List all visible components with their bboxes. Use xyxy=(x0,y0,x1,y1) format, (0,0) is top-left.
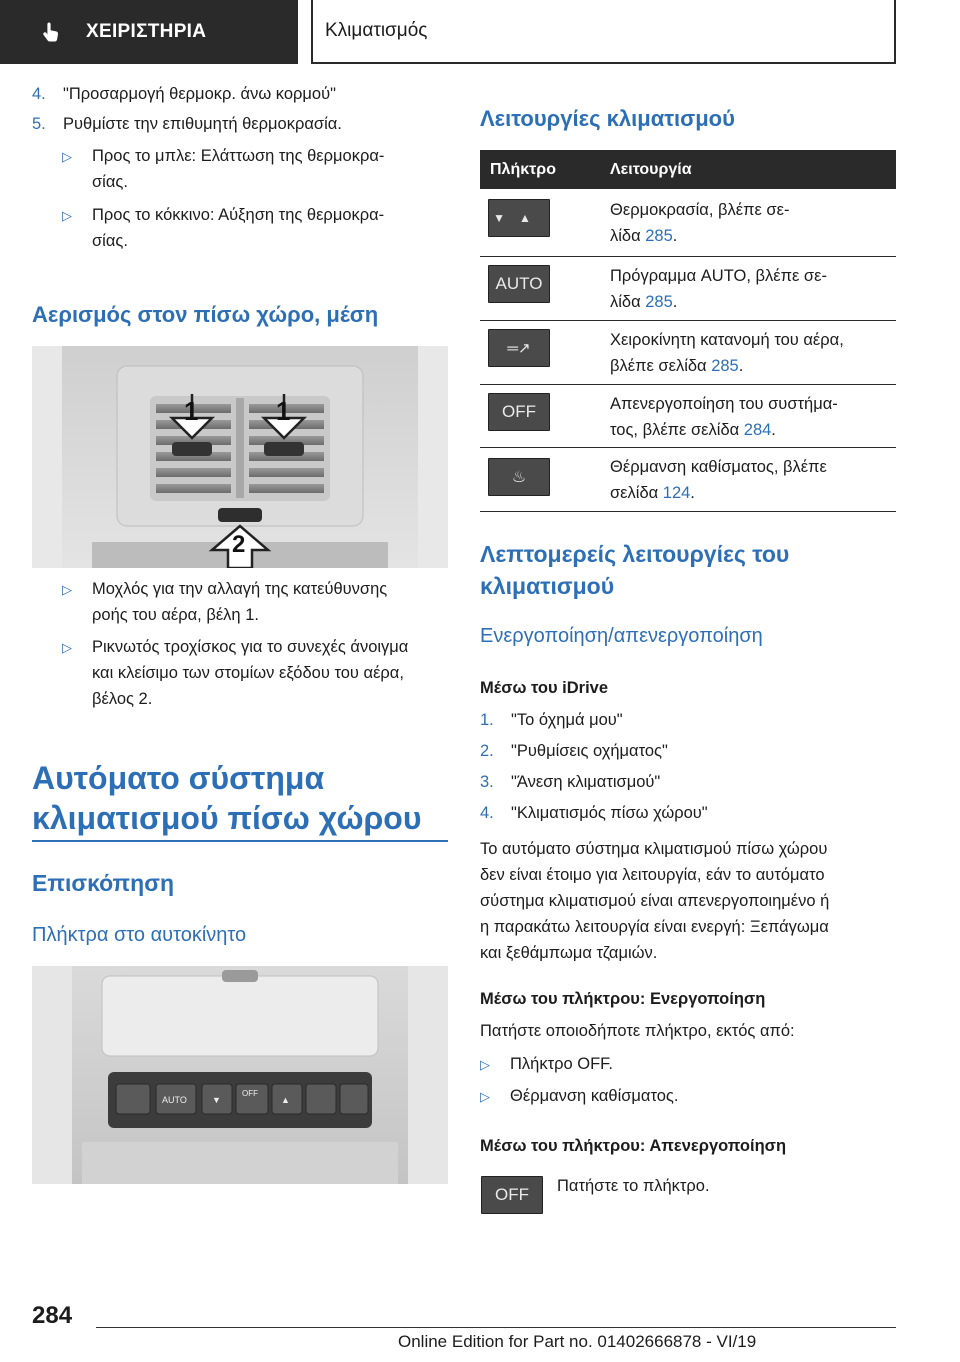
svg-text:1: 1 xyxy=(276,396,291,426)
key-off-text: Πατήστε το πλήκτρο. xyxy=(557,1177,710,1195)
svg-text:▼: ▼ xyxy=(212,1095,221,1105)
table-row: AUTO Πρόγραμμα AUTO, βλέπε σε‐ λίδα 285. xyxy=(480,257,896,321)
key-on-text: Πατήστε οποιοδήποτε πλήκτρο, εκτός από: xyxy=(480,1022,795,1040)
breadcrumb xyxy=(311,0,896,64)
step-number: 5. xyxy=(32,115,46,133)
footer-rule xyxy=(96,1327,896,1328)
air-distribution-icon: ═↗ xyxy=(488,329,550,367)
step-number: 4. xyxy=(32,85,46,103)
bullet-arrow-icon: ▷ xyxy=(480,1089,490,1104)
seat-heating-icon: ♨ xyxy=(488,458,550,496)
heading-rule xyxy=(32,840,448,842)
column-header-key: Πλήκτρο xyxy=(490,161,556,178)
onoff-heading: Ενεργοποίηση/απενεργοποίηση xyxy=(480,625,763,647)
idrive-heading: Μέσω του iDrive xyxy=(480,679,609,697)
table-row: ═↗ Χειροκίνητη κατανομή του αέρα, βλέπε σελίδα 285. xyxy=(480,321,896,385)
page-number: 284 xyxy=(32,1302,73,1329)
svg-text:1: 1 xyxy=(184,396,199,426)
idrive-note: Το αυτόματο σύστημα κλιματισμού πίσω χώρου δεν είναι έτοιμο για λειτουργία, εάν το αυτόματο σύστημα κλιματισμού είναι απενεργοποιημένο ή η παρακάτω λειτουργία είναι ενεργή: Ξεπάγωμα και ξεθάμπωμα τζαμιών. xyxy=(480,840,830,962)
column-header-function: Λειτουργία xyxy=(610,161,692,178)
svg-text:AUTO: AUTO xyxy=(162,1095,187,1105)
svg-text:OFF: OFF xyxy=(242,1089,258,1098)
detail-heading: Λεπτομερείς λειτουργίες του κλιματισμού xyxy=(480,541,790,599)
section-heading: Αερισμός στον πίσω χώρο, μέση xyxy=(32,302,379,327)
list-item: ▷ Θέρμανση καθίσματος. xyxy=(480,1083,896,1109)
rear-vent-photo xyxy=(32,346,448,568)
bullet-arrow-icon: ▷ xyxy=(62,640,72,655)
off-icon: OFF xyxy=(481,1176,543,1214)
table-row: ♨ Θέρμανση καθίσματος, βλέπε σελίδα 124. xyxy=(480,448,896,512)
list-item: ▷ Ρικνωτός τροχίσκος για το συνεχές άνοιγμα και κλείσιμο των στομίων εξόδου του αέρα, βέλος 2. xyxy=(62,634,448,712)
bullet-arrow-icon: ▷ xyxy=(62,149,72,164)
chapter-heading: Αυτόματο σύστημα κλιματισμού πίσω χώρου xyxy=(32,760,422,836)
key-on-heading: Μέσω του πλήκτρου: Ενεργοποίηση xyxy=(480,990,766,1008)
svg-text:▲: ▲ xyxy=(281,1095,290,1105)
control-panel-photo xyxy=(32,966,448,1184)
table-header xyxy=(480,150,896,189)
bullet-arrow-icon: ▷ xyxy=(62,582,72,597)
list-item: ▷ Μοχλός για την αλλαγή της κατεύθυνσης ροής του αέρα, βέλη 1. xyxy=(62,576,448,628)
off-icon: OFF xyxy=(488,393,550,431)
table-row: OFF Απενεργοποίηση του συστήμα‐ τος, βλέπε σελίδα 284. xyxy=(480,385,896,448)
page-link[interactable]: 285 xyxy=(645,293,673,311)
table-row: ▼▲ Θερμοκρασία, βλέπε σε‐ λίδα 285. xyxy=(480,189,896,257)
subheading: Πλήκτρα στο αυτοκίνητο xyxy=(32,924,247,946)
bullet-arrow-icon: ▷ xyxy=(480,1057,490,1072)
list-item: ▷ Προς το κόκκινο: Αύξηση της θερμοκρα‐ σίας. xyxy=(62,202,448,254)
bullet-arrow-icon: ▷ xyxy=(62,208,72,223)
hand-pointer-icon xyxy=(40,20,64,44)
page-link[interactable]: 124 xyxy=(662,484,691,502)
breadcrumb-label: Κλιματισμός xyxy=(325,20,428,41)
edition-note: Online Edition for Part no. 01402666878 - VI/19 xyxy=(398,1332,757,1351)
list-item: ▷ Προς το μπλε: Ελάττωση της θερμοκρα‐ σίας. xyxy=(62,143,448,195)
overview-heading: Επισκόπηση xyxy=(32,870,174,896)
section-tab[interactable] xyxy=(0,0,298,64)
key-off-heading: Μέσω του πλήκτρου: Απενεργοποίηση xyxy=(480,1137,787,1155)
auto-icon: AUTO xyxy=(488,265,550,303)
section-title: ΧΕΙΡΙΣΤΗΡΙΑ xyxy=(86,21,207,42)
temperature-arrows-icon: ▼▲ xyxy=(488,199,550,237)
page-link[interactable]: 284 xyxy=(743,421,772,439)
functions-heading: Λειτουργίες κλιματισμού xyxy=(480,106,735,131)
step-text: "Προσαρμογή θερμοκρ. άνω κορμού" xyxy=(63,85,336,103)
svg-text:2: 2 xyxy=(232,531,246,558)
page-link[interactable]: 285 xyxy=(711,357,739,375)
step-text: Ρυθμίστε την επιθυμητή θερμοκρασία. xyxy=(63,115,342,133)
page-link[interactable]: 285 xyxy=(645,227,673,245)
list-item: ▷ Πλήκτρο OFF. xyxy=(480,1051,896,1077)
